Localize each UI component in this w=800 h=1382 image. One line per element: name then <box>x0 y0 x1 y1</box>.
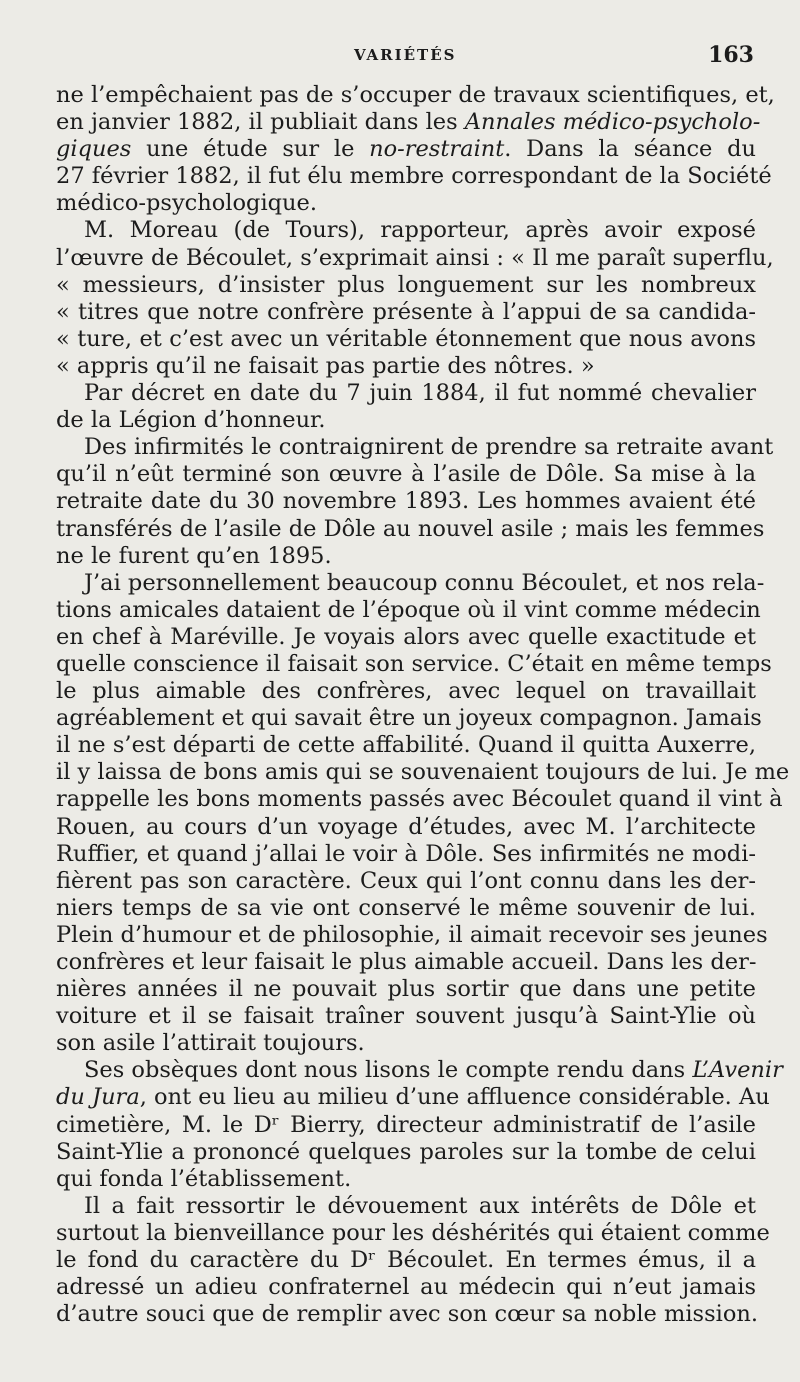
text-line: tions amicales dataient de l’époque où il vint comme médecin <box>56 596 761 623</box>
text-line: d’autre souci que de remplir avec son cœur sa noble mission. <box>56 1301 759 1328</box>
text-line: en chef à Maréville. Je voyais alors avec quelle exactitude et <box>56 623 756 650</box>
text-line: quelle conscience il faisait son service. C’était en même temps <box>56 650 772 677</box>
text-line: M. Moreau (de Tours), rapporteur, après avoir exposé <box>84 217 756 244</box>
text-line: nières années il ne pouvait plus sortir que dans une petite <box>56 976 756 1003</box>
text-line: « titres que notre confrère présente à l’appui de sa candida- <box>56 298 756 325</box>
text-line: giques une étude sur le no-restraint. Dans la séance du <box>56 136 756 163</box>
text-line: l’œuvre de Bécoulet, s’exprimait ainsi : « Il me paraît superflu, <box>56 244 774 271</box>
text-line: niers temps de sa vie ont conservé le même souvenir de lui. <box>56 894 756 921</box>
text-line: Ruffier, et quand j’allai le voir à Dôle. Ses infirmités ne modi- <box>56 840 756 867</box>
text-line: il y laissa de bons amis qui se souvenaient toujours de lui. Je me <box>56 759 790 786</box>
text-line: médico-psychologique. <box>56 190 318 217</box>
text-line: qui fonda l’établissement. <box>56 1165 352 1192</box>
text-line: ne le furent qu’en 1895. <box>56 542 332 569</box>
text-line: le plus aimable des confrères, avec lequel on travaillait <box>56 678 756 705</box>
text-line: confrères et leur faisait le plus aimable accueil. Dans les der- <box>56 949 757 975</box>
text-line: Par décret en date du 7 juin 1884, il fut nommé chevalier <box>84 380 756 407</box>
text-line: du Jura, ont eu lieu au milieu d’une affluence considérable. Au <box>56 1084 770 1111</box>
text-line: retraite date du 30 novembre 1893. Les hommes avaient été <box>56 488 756 515</box>
text-line: qu’il n’eût terminé son œuvre à l’asile de Dôle. Sa mise à la <box>56 461 756 488</box>
text-line: voiture et il se faisait traîner souvent jusqu’à Saint-Ylie où <box>56 1003 756 1030</box>
text-line: transférés de l’asile de Dôle au nouvel asile ; mais les femmes <box>56 515 765 542</box>
text-line: Rouen, au cours d’un voyage d’études, avec M. l’architecte <box>56 813 756 840</box>
text-line: rappelle les bons moments passés avec Bécoulet quand il vint à <box>56 786 783 813</box>
text-line: Saint-Ylie a prononcé quelques paroles sur la tombe de celui <box>56 1138 756 1165</box>
text-line: adressé un adieu confraternel au médecin qui n’eut jamais <box>56 1274 756 1301</box>
text-line: ne l’empêchaient pas de s’occuper de travaux scientifiques, et, <box>56 82 775 108</box>
text-line: fièrent pas son caractère. Ceux qui l’ont connu dans les der- <box>56 867 756 894</box>
text-line: « messieurs, d’insister plus longuement sur les nombreux <box>56 271 756 298</box>
body-text <box>56 82 790 1328</box>
text-line: J’ai personnellement beaucoup connu Bécoulet, et nos rela- <box>84 569 765 596</box>
text-line: Il a fait ressortir le dévouement aux intérêts de Dôle et <box>84 1192 756 1219</box>
text-line: Plein d’humour et de philosophie, il aimait recevoir ses jeunes <box>56 921 768 948</box>
text-line: il ne s’est départi de cette affabilité. Quand il quitta Auxerre, <box>56 732 756 759</box>
text-line: cimetière, M. le Dʳ Bierry, directeur administratif de l’asile <box>56 1111 756 1138</box>
text-line: son asile l’attirait toujours. <box>56 1030 365 1057</box>
text-line: de la Légion d’honneur. <box>56 407 326 434</box>
text-line: surtout la bienveillance pour les déshérités qui étaient comme <box>56 1219 770 1246</box>
text-line: « appris qu’il ne faisait pas partie des nôtres. » <box>56 352 595 379</box>
running-head <box>54 44 754 74</box>
text-line: « ture, et c’est avec un véritable étonnement que nous avons <box>56 325 756 352</box>
text-line: en janvier 1882, il publiait dans les Annales médico-psycholo- <box>56 109 761 136</box>
text-line: Ses obsèques dont nous lisons le compte rendu dans L’Avenir <box>84 1057 783 1084</box>
running-title: VARIÉTÉS <box>354 46 457 64</box>
text-line: 27 février 1882, il fut élu membre correspondant de la Société <box>56 163 772 190</box>
text-line: Des infirmités le contraignirent de prendre sa retraite avant <box>84 434 774 461</box>
text-line: agréablement et qui savait être un joyeux compagnon. Jamais <box>56 705 762 732</box>
text-line: le fond du caractère du Dʳ Bécoulet. En termes émus, il a <box>56 1247 756 1274</box>
page-number: 163 <box>708 42 754 68</box>
